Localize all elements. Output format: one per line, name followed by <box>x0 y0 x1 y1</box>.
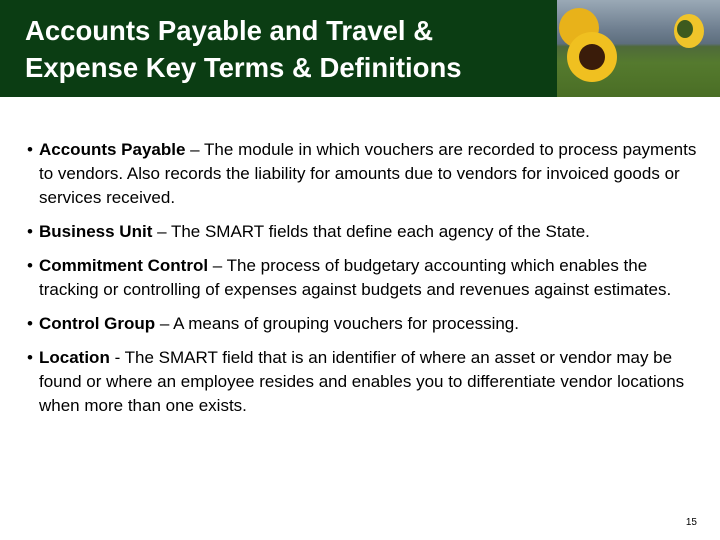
slide-title <box>25 12 462 86</box>
separator: – <box>208 256 227 275</box>
definition-item <box>27 254 707 302</box>
bullet: • <box>27 348 33 367</box>
term: Location <box>39 348 110 367</box>
definition: The SMART field that is an identifier of where an asset or vendor may be found or where an employee resides and enables you to differentiate vendor locations when more than one exists. <box>39 348 685 415</box>
definition: The SMART fields that define each agency of the State. <box>170 222 590 241</box>
definition: A means of grouping vouchers for processing. <box>173 314 519 333</box>
separator: - <box>109 348 125 367</box>
separator: – <box>155 314 174 333</box>
term: Accounts Payable <box>39 140 186 159</box>
sunflower-photo <box>557 0 720 97</box>
separator: – <box>152 222 171 241</box>
definition: The process of budgetary accounting which enables the tracking or controlling of expenses against budgets and revenues against estimates. <box>39 256 672 299</box>
definition-item <box>27 346 707 418</box>
bullet: • <box>27 222 33 241</box>
bullet: • <box>27 140 33 159</box>
slide-header <box>0 0 720 97</box>
page-number: 15 <box>685 517 697 528</box>
title-line-1: Accounts Payable and Travel & <box>25 15 434 46</box>
definition-item <box>27 220 707 244</box>
title-line-2: Expense Key Terms & Definitions <box>25 52 462 83</box>
bullet: • <box>27 314 33 333</box>
definitions-list <box>27 138 707 428</box>
definition-item <box>27 312 707 336</box>
term: Control Group <box>39 314 156 333</box>
definition: The module in which vouchers are recorded to process payments to vendors. Also records the liability for amounts due to vendors for invoiced goods or services received. <box>39 140 697 207</box>
bullet: • <box>27 256 33 275</box>
term: Business Unit <box>39 222 153 241</box>
term: Commitment Control <box>39 256 209 275</box>
definition-item <box>27 138 707 210</box>
separator: – <box>185 140 205 159</box>
